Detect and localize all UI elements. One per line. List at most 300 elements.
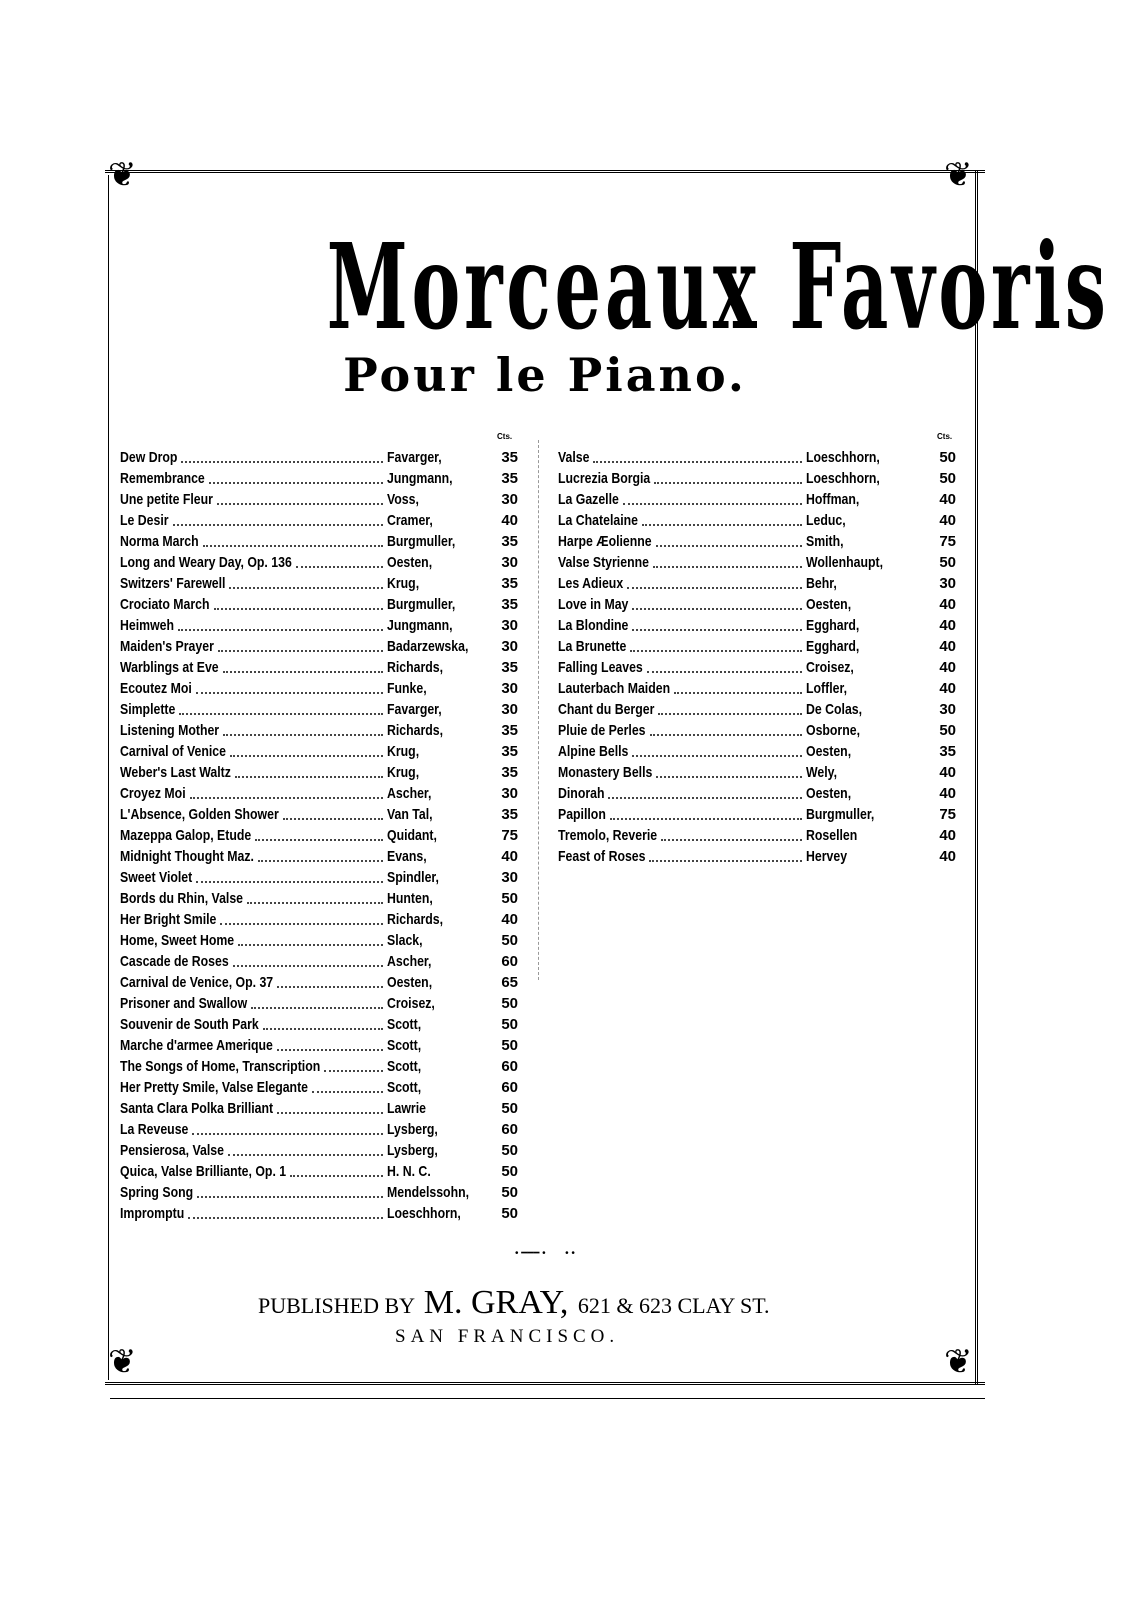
dot-leader [630,650,802,652]
composer-name: Quidant, [387,827,437,844]
list-item [120,489,520,510]
list-item [558,846,958,867]
piece-title: Love in May [558,596,629,613]
price: 35 [501,575,518,592]
dot-leader [627,587,802,589]
dot-leader [277,1049,383,1051]
piece-title: Prisoner and Swallow [120,995,248,1012]
list-item [120,615,520,636]
piece-title: Alpine Bells [558,743,629,760]
price: 40 [939,764,956,781]
price: 50 [501,1205,518,1222]
list-item [120,447,520,468]
column-divider [538,440,539,980]
list-item [558,741,958,762]
composer-name: Hunten, [387,890,433,907]
price: 50 [939,449,956,466]
dot-leader [217,503,383,505]
list-item [558,489,958,510]
composer-name: Egghard, [806,617,860,634]
dot-leader [228,1154,383,1156]
list-item [120,783,520,804]
composer-name: Egghard, [806,638,860,655]
publisher-address: 621 & 623 CLAY ST. [577,1293,770,1318]
price: 30 [501,785,518,802]
piece-title: Tremolo, Reverie [558,827,658,844]
dot-leader [220,923,383,925]
price: 40 [501,512,518,529]
piece-title: Spring Song [120,1184,194,1201]
price: 30 [501,554,518,571]
piece-title: Impromptu [120,1205,185,1222]
dot-leader [188,1217,383,1219]
price: 50 [501,1037,518,1054]
piece-title: Switzers' Farewell [120,575,226,592]
piece-title: Croyez Moi [120,785,186,802]
piece-title: Her Pretty Smile, Valse Elegante [120,1079,309,1096]
piece-title: Le Desir [120,512,169,529]
piece-title: Carnival de Venice, Op. 37 [120,974,274,991]
list-item [558,804,958,825]
composer-name: Mendelssohn, [387,1184,470,1201]
price: 30 [501,701,518,718]
price: 40 [939,827,956,844]
dot-leader [658,713,802,715]
list-item [120,552,520,573]
list-item [120,1119,520,1140]
composer-name: Burgmuller, [806,806,875,823]
page-title: Morceaux Favoris [326,217,1110,356]
piece-title: Maiden's Prayer [120,638,214,655]
piece-title: Valse Styrienne [558,554,649,571]
piece-title: Her Bright Smile [120,911,217,928]
piece-title: Marche d'armee Amerique [120,1037,273,1054]
composer-name: Scott, [387,1058,422,1075]
composer-name: H. N. C. [387,1163,431,1180]
list-item [120,762,520,783]
price: 50 [939,722,956,739]
composer-name: Jungmann, [387,617,453,634]
composer-name: Oesten, [806,743,852,760]
composer-name: Hoffman, [806,491,860,508]
dot-leader [649,860,802,862]
composer-name: Ascher, [387,953,432,970]
composer-name: Rosellen [806,827,858,844]
dot-leader [312,1091,383,1093]
composer-name: Spindler, [387,869,439,886]
price: 60 [501,1058,518,1075]
dot-leader [632,755,802,757]
piece-title: Papillon [558,806,606,823]
price: 50 [501,932,518,949]
composer-name: Scott, [387,1037,422,1054]
list-item [120,993,520,1014]
piece-title: Ecoutez Moi [120,680,192,697]
dot-leader [229,587,383,589]
composer-name: Cramer, [387,512,433,529]
price: 35 [501,722,518,739]
price: 75 [501,827,518,844]
composer-name: Burgmuller, [387,596,456,613]
composer-name: Loffler, [806,680,848,697]
dot-leader [263,1028,383,1030]
piece-title: Santa Clara Polka Brilliant [120,1100,274,1117]
composer-name: Krug, [387,743,420,760]
dot-leader [190,797,383,799]
composer-name: Lawrie [387,1100,426,1117]
dot-leader [230,755,383,757]
composer-name: Croisez, [387,995,435,1012]
dot-leader [255,839,383,841]
composer-name: Richards, [387,722,444,739]
price: 50 [501,1163,518,1180]
list-item [120,720,520,741]
price: 65 [501,974,518,991]
composer-name: Burgmuller, [387,533,456,550]
price: 35 [501,659,518,676]
piece-title: Dew Drop [120,449,178,466]
dot-leader [181,461,383,463]
piece-title: La Gazelle [558,491,619,508]
price: 40 [939,512,956,529]
dot-leader [290,1175,383,1177]
price: 60 [501,1079,518,1096]
price: 40 [501,848,518,865]
list-item [120,594,520,615]
dot-leader [258,860,383,862]
composer-name: Behr, [806,575,837,592]
dot-leader [251,1007,383,1009]
piece-title: Midnight Thought Maz. [120,848,254,865]
dot-leader [674,692,802,694]
publisher-line [258,1284,770,1322]
price: 50 [501,1016,518,1033]
corner-ornament-icon: ❦ [108,1342,137,1382]
piece-title: The Songs of Home, Transcription [120,1058,321,1075]
price: 35 [501,764,518,781]
composer-name: Hervey [806,848,848,865]
price: 50 [939,554,956,571]
dot-leader [656,545,802,547]
piece-title: La Reveuse [120,1121,189,1138]
piece-title: Falling Leaves [558,659,643,676]
list-item [120,510,520,531]
composer-name: Wollenhaupt, [806,554,883,571]
list-item [120,531,520,552]
catalog-left-column [120,447,520,1224]
composer-name: Favarger, [387,701,442,718]
price: 35 [501,743,518,760]
dot-leader [654,482,802,484]
dot-leader [647,671,802,673]
piece-title: Chant du Berger [558,701,655,718]
piece-title: La Chatelaine [558,512,638,529]
price: 40 [501,911,518,928]
price: 40 [939,659,956,676]
list-item [120,1161,520,1182]
list-item [558,573,958,594]
dot-leader [656,776,802,778]
price: 50 [501,1184,518,1201]
dot-leader [324,1070,383,1072]
piece-title: Pensierosa, Valse [120,1142,224,1159]
composer-name: De Colas, [806,701,863,718]
composer-name: Croisez, [806,659,854,676]
composer-name: Smith, [806,533,844,550]
price: 60 [501,1121,518,1138]
dot-leader [283,818,383,820]
price: 40 [939,848,956,865]
list-item [558,825,958,846]
composer-name: Scott, [387,1016,422,1033]
piece-title: Home, Sweet Home [120,932,235,949]
corner-ornament-icon: ❦ [944,155,973,195]
composer-name: Oesten, [806,596,852,613]
price: 50 [501,1100,518,1117]
corner-ornament-icon: ❦ [108,155,137,195]
price: 50 [501,995,518,1012]
dot-leader [173,524,383,526]
price: 35 [501,449,518,466]
list-item [120,741,520,762]
composer-name: Loeschhorn, [806,449,880,466]
composer-name: Krug, [387,575,420,592]
list-item [558,615,958,636]
dot-leader [610,818,802,820]
dot-leader [296,566,383,568]
dot-leader [214,608,383,610]
composer-name: Favarger, [387,449,442,466]
price: 30 [501,680,518,697]
list-item [120,1035,520,1056]
piece-title: Heimweh [120,617,175,634]
price: 30 [501,638,518,655]
publisher-name: M. GRAY, [423,1284,569,1321]
composer-name: Oesten, [806,785,852,802]
piece-title: Sweet Violet [120,869,193,886]
composer-name: Lysberg, [387,1142,438,1159]
list-item [120,825,520,846]
piece-title: Cascade de Roses [120,953,229,970]
composer-name: Krug, [387,764,420,781]
dot-leader [632,608,802,610]
dot-leader [661,839,802,841]
piece-title: Warblings at Eve [120,659,219,676]
dot-leader [233,965,383,967]
composer-name: Oesten, [387,554,433,571]
list-item [120,1014,520,1035]
divider-mark: • ━━━ • • • [515,1248,575,1259]
list-item [120,972,520,993]
price: 50 [501,890,518,907]
composer-name: Van Tal, [387,806,433,823]
price: 40 [939,596,956,613]
list-item [558,594,958,615]
composer-name: Richards, [387,911,444,928]
list-item [120,867,520,888]
piece-title: Une petite Fleur [120,491,213,508]
piece-title: Souvenir de South Park [120,1016,259,1033]
piece-title: Long and Weary Day, Op. 136 [120,554,292,571]
dot-leader [650,734,802,736]
piece-title: Mazeppa Galop, Etude [120,827,252,844]
published-by-label: PUBLISHED BY [258,1293,415,1318]
price: 60 [501,953,518,970]
publisher-city: SAN FRANCISCO. [395,1326,620,1347]
list-item [558,552,958,573]
price: 75 [939,806,956,823]
piece-title: La Brunette [558,638,627,655]
composer-name: Wely, [806,764,837,781]
list-item [120,573,520,594]
piece-title: Lauterbach Maiden [558,680,671,697]
list-item [558,720,958,741]
piece-title: Weber's Last Waltz [120,764,231,781]
list-item [120,951,520,972]
dot-leader [223,671,383,673]
composer-name: Funke, [387,680,427,697]
frame-border-bottom-rule [110,1398,985,1399]
dot-leader [632,629,802,631]
dot-leader [218,650,383,652]
dot-leader [247,902,383,904]
price: 35 [501,806,518,823]
list-item [120,804,520,825]
price-header-right: Cts. [937,432,953,441]
composer-name: Richards, [387,659,444,676]
composer-name: Badarzewska, [387,638,469,655]
composer-name: Ascher, [387,785,432,802]
price: 50 [939,470,956,487]
composer-name: Evans, [387,848,427,865]
corner-ornament-icon: ❦ [944,1342,973,1382]
piece-title: Lucrezia Borgia [558,470,651,487]
composer-name: Slack, [387,932,423,949]
frame-border-bottom [105,1382,985,1385]
list-item [558,657,958,678]
dot-leader [593,461,802,463]
price: 35 [501,533,518,550]
list-item [558,531,958,552]
price: 50 [501,1142,518,1159]
dot-leader [192,1133,383,1135]
list-item [558,699,958,720]
dot-leader [196,692,383,694]
piece-title: Carnival of Venice [120,743,226,760]
price-header-left: Cts. [497,432,513,441]
price: 40 [939,617,956,634]
list-item [558,447,958,468]
price: 35 [501,596,518,613]
piece-title: Les Adieux [558,575,624,592]
frame-border-left [108,175,109,1380]
price: 30 [501,617,518,634]
list-item [558,783,958,804]
price: 40 [939,491,956,508]
list-item [558,510,958,531]
list-item [558,762,958,783]
piece-title: Listening Mother [120,722,220,739]
dot-leader [223,734,383,736]
dot-leader [608,797,802,799]
list-item [120,1203,520,1224]
price: 40 [939,680,956,697]
dot-leader [623,503,802,505]
piece-title: Monastery Bells [558,764,653,781]
piece-title: Valse [558,449,590,466]
piece-title: La Blondine [558,617,629,634]
piece-title: L'Absence, Golden Shower [120,806,279,823]
list-item [120,1077,520,1098]
piece-title: Dinorah [558,785,605,802]
list-item [120,1182,520,1203]
composer-name: Leduc, [806,512,846,529]
price: 35 [939,743,956,760]
list-item [120,1140,520,1161]
price: 30 [501,869,518,886]
dot-leader [653,566,802,568]
piece-title: Harpe Æolienne [558,533,652,550]
piece-title: Pluie de Perles [558,722,646,739]
list-item [558,468,958,489]
list-item [120,846,520,867]
list-item [120,468,520,489]
piece-title: Simplette [120,701,176,718]
list-item [120,888,520,909]
piece-title: Quica, Valse Brilliante, Op. 1 [120,1163,287,1180]
dot-leader [238,944,383,946]
list-item [120,636,520,657]
dot-leader [179,713,383,715]
composer-name: Voss, [387,491,419,508]
piece-title: Remembrance [120,470,205,487]
price: 30 [501,491,518,508]
list-item [120,930,520,951]
piece-title: Crociato March [120,596,210,613]
dot-leader [277,1112,383,1114]
list-item [120,1098,520,1119]
composer-name: Jungmann, [387,470,453,487]
composer-name: Oesten, [387,974,433,991]
list-item [120,699,520,720]
list-item [120,678,520,699]
piece-title: Norma March [120,533,199,550]
dot-leader [197,1196,383,1198]
list-item [120,657,520,678]
dot-leader [235,776,383,778]
dot-leader [178,629,383,631]
dot-leader [209,482,383,484]
dot-leader [642,524,802,526]
composer-name: Osborne, [806,722,861,739]
piece-title: Feast of Roses [558,848,646,865]
composer-name: Scott, [387,1079,422,1096]
composer-name: Lysberg, [387,1121,438,1138]
dot-leader [277,986,383,988]
price: 30 [939,575,956,592]
list-item [558,636,958,657]
composer-name: Loeschhorn, [806,470,880,487]
dot-leader [196,881,383,883]
price: 75 [939,533,956,550]
dot-leader [203,545,383,547]
page-subtitle: Pour le Piano. [343,348,747,402]
price: 30 [939,701,956,718]
price: 40 [939,638,956,655]
piece-title: Bords du Rhin, Valse [120,890,244,907]
frame-border-top [105,170,985,173]
list-item [558,678,958,699]
